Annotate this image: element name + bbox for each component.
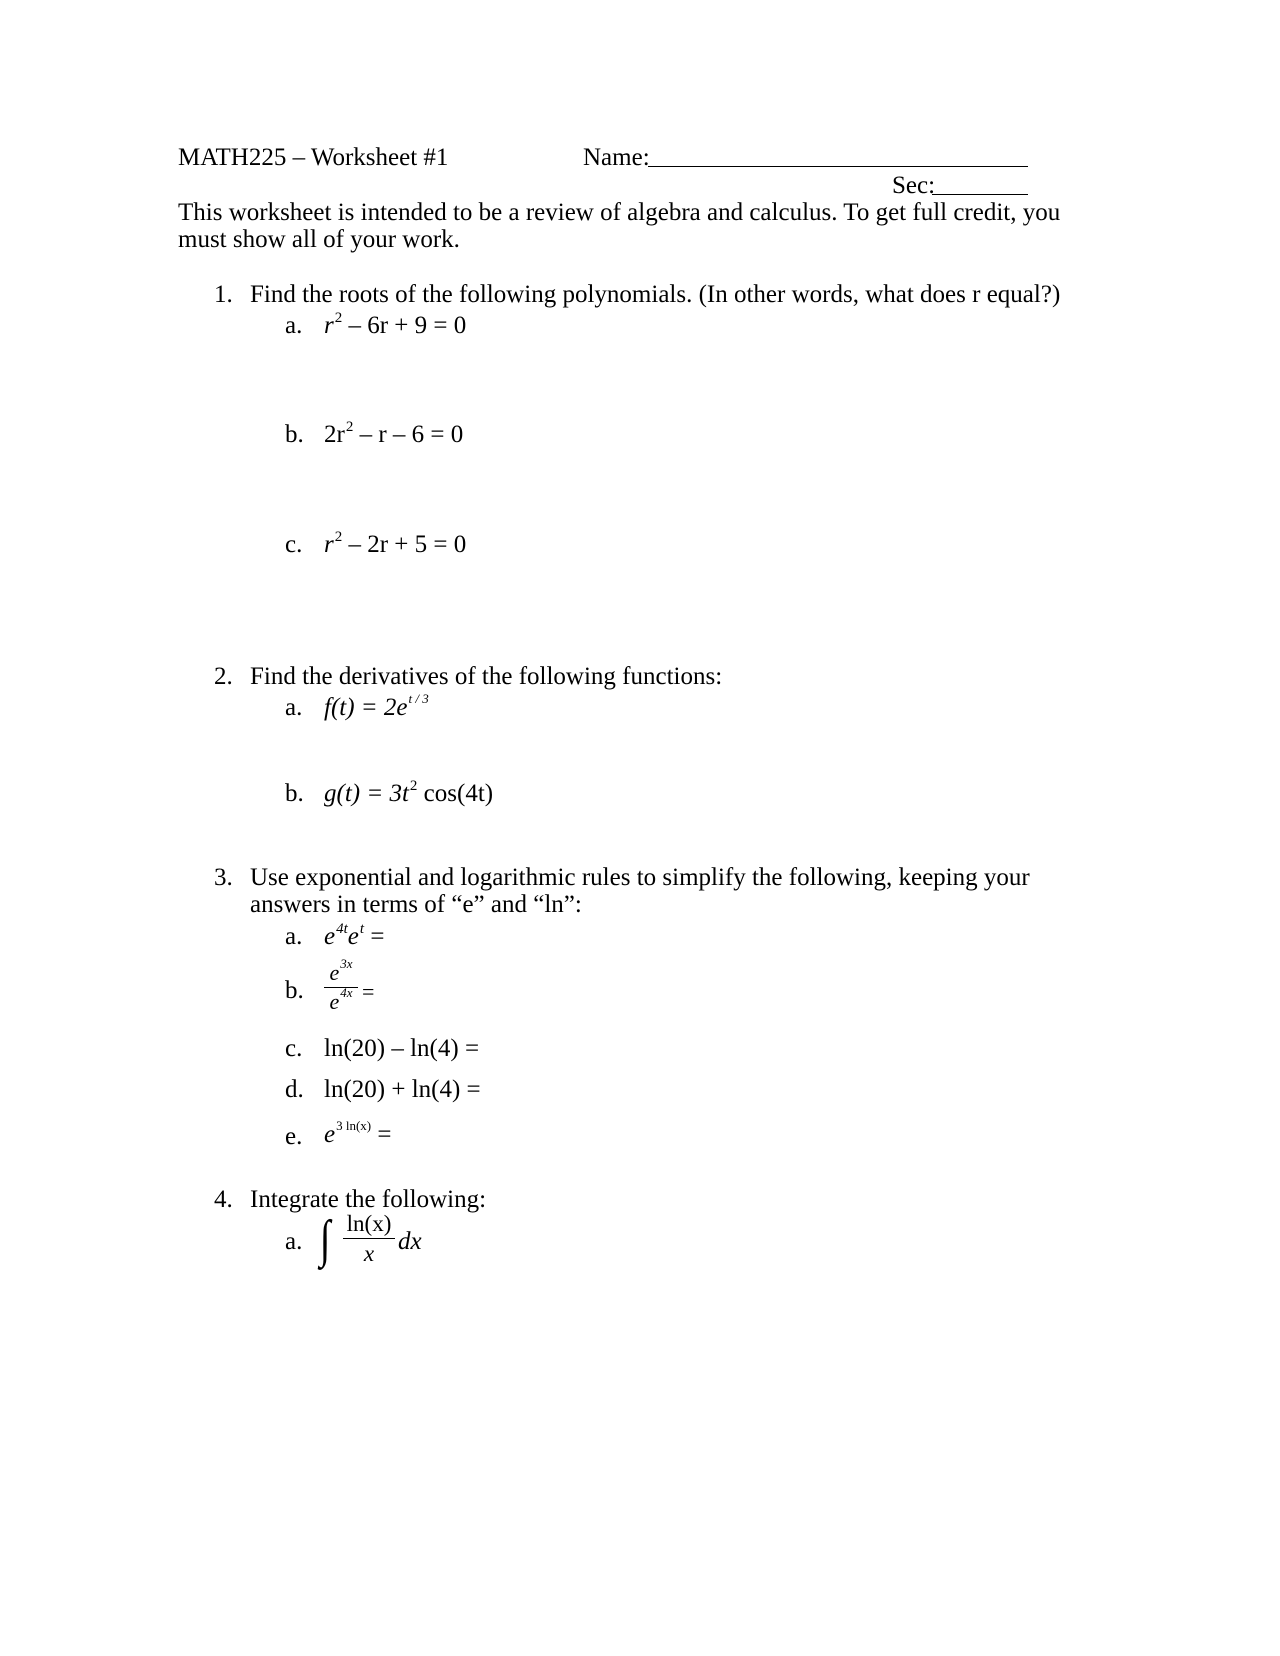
q3a-exponent-1: 4t: [336, 921, 348, 937]
q3c-expression: ln(20) – ln(4) =: [324, 1035, 480, 1062]
q3e-expression: [324, 1118, 392, 1149]
q3e-base: e: [324, 1121, 336, 1148]
q4a-letter: a.: [285, 1228, 303, 1255]
q3b-num-base: e: [329, 960, 340, 985]
q1c-base: r: [324, 531, 334, 558]
q3b-den-exponent: 4x: [340, 985, 353, 1000]
q3d-expression: ln(20) + ln(4) =: [324, 1076, 481, 1103]
sec-field[interactable]: [932, 194, 1028, 195]
q1a-rest: – 6r + 9 = 0: [342, 312, 467, 339]
q3b-numerator: [329, 956, 353, 985]
q2b-exponent: 2: [409, 778, 418, 794]
q1a-letter: a.: [285, 312, 303, 339]
q1a-base: r: [324, 312, 334, 339]
q2-number: 2.: [214, 663, 233, 690]
name-label: Name:: [583, 144, 650, 171]
q3-number: 3.: [214, 864, 233, 891]
intro-line-2: must show all of your work.: [178, 226, 460, 253]
q2b-rest: cos(4t): [417, 780, 494, 807]
q1b-base: 2r: [324, 421, 345, 448]
q3e-letter: e.: [285, 1123, 303, 1150]
q2-prompt: Find the derivatives of the following functions:: [250, 663, 723, 690]
q4-number: 4.: [214, 1186, 233, 1213]
q1c-equation: [324, 531, 466, 559]
q4a-denominator: x: [363, 1241, 375, 1266]
q3a-base-1: e: [324, 923, 336, 950]
q2a-letter: a.: [285, 694, 303, 721]
q3a-letter: a.: [285, 923, 303, 950]
q3a-rest: =: [364, 923, 385, 950]
q4-prompt: Integrate the following:: [250, 1186, 487, 1213]
q3a-base-2: e: [347, 923, 359, 950]
q2a-function: f(t) = 2e: [324, 694, 408, 721]
q3-prompt-line-1: Use exponential and logarithmic rules to simplify the following, keeping your: [250, 864, 1030, 891]
q3a-expression: [324, 923, 384, 951]
q3b-denominator: [329, 985, 353, 1014]
q1-prompt: Find the roots of the following polynomials. (In other words, what does r equal?): [250, 281, 1061, 308]
sec-label: Sec:: [892, 172, 936, 199]
q1c-rest: – 2r + 5 = 0: [342, 531, 467, 558]
q1b-equation: [324, 421, 463, 449]
q3e-rest: =: [371, 1121, 392, 1148]
q1c-exponent: 2: [334, 529, 343, 545]
course-title: MATH225 – Worksheet #1: [178, 144, 449, 171]
q3b-letter: b.: [285, 977, 304, 1004]
q4a-numerator: ln(x): [346, 1211, 392, 1236]
q3b-fraction: [324, 956, 358, 1014]
q3a-exponent-2: t: [359, 921, 365, 937]
q1b-exponent: 2: [345, 419, 354, 435]
fraction-bar: [343, 1238, 395, 1239]
q3-prompt-line-2: answers in terms of “e” and “ln”:: [250, 891, 582, 918]
q1-number: 1.: [214, 281, 233, 308]
q3d-letter: d.: [285, 1076, 304, 1103]
q2a-equation: [324, 691, 429, 722]
q2b-equation: [324, 780, 493, 808]
q2a-exponent: t / 3: [408, 691, 429, 706]
q3b-den-base: e: [329, 989, 340, 1014]
q1a-exponent: 2: [334, 310, 343, 326]
q1c-letter: c.: [285, 531, 303, 558]
q4a-fraction: [343, 1212, 395, 1265]
name-field[interactable]: [648, 166, 1028, 167]
q2b-letter: b.: [285, 780, 304, 807]
integral-sign: ∫: [319, 1211, 331, 1268]
q3e-exponent: 3 ln(x): [336, 1118, 372, 1133]
q3c-letter: c.: [285, 1035, 303, 1062]
q1b-letter: b.: [285, 421, 304, 448]
intro-line-1: This worksheet is intended to be a review of algebra and calculus. To get full credit, you: [178, 199, 1061, 226]
q2b-function: g(t) = 3t: [324, 780, 409, 807]
q4a-dx: dx: [398, 1228, 422, 1255]
q1b-rest: – r – 6 = 0: [353, 421, 464, 448]
q3b-num-exponent: 3x: [340, 956, 353, 971]
q1a-equation: [324, 312, 466, 340]
q3b-rest: =: [362, 979, 375, 1004]
